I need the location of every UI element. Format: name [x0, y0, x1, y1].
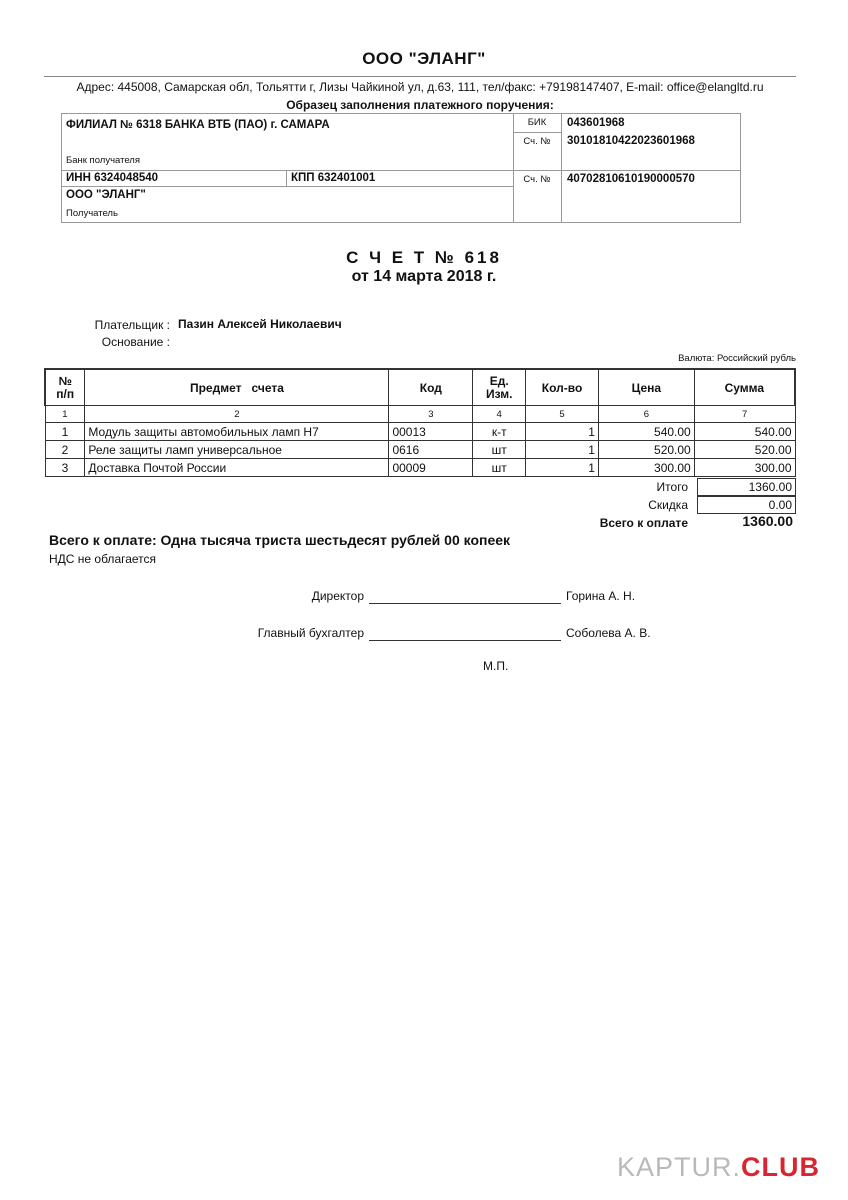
row-code: 0616: [389, 441, 473, 459]
header-cell: Сумма: [694, 369, 795, 406]
currency-note: Валюта: Российский рубль: [678, 353, 796, 364]
recipient-name: ООО "ЭЛАНГ": [66, 189, 146, 201]
accountant-signature-line: [369, 640, 561, 641]
account-value: 40702810610190000570: [567, 173, 695, 185]
row-unit: шт: [473, 459, 526, 477]
kpp: КПП 632401001: [291, 172, 376, 184]
bank-divider-h2: [62, 186, 513, 187]
director-name: Горина А. Н.: [566, 589, 636, 603]
index-cell: 3: [389, 406, 473, 423]
bank-divider-v3: [286, 170, 287, 186]
grand-total-value: 1360.00: [742, 513, 793, 529]
column-index-row: [45, 406, 795, 423]
corr-account-label: Сч. №: [523, 136, 551, 147]
index-cell: 6: [598, 406, 694, 423]
bank-details-block: [61, 113, 741, 223]
row-number: 3: [45, 459, 85, 477]
account-label: Сч. №: [523, 174, 551, 185]
bank-name: ФИЛИАЛ № 6318 БАНКА ВТБ (ПАО) г. САМАРА: [66, 119, 330, 131]
row-sum: 300.00: [694, 459, 795, 477]
accountant-name: Соболева А. В.: [566, 626, 651, 640]
bank-divider-v2: [561, 114, 562, 222]
bank-caption: Банк получателя: [66, 155, 140, 166]
index-cell: 5: [526, 406, 599, 423]
row-qty: 1: [526, 441, 599, 459]
index-cell: 4: [473, 406, 526, 423]
table-row: [45, 423, 795, 441]
row-code: 00009: [389, 459, 473, 477]
payer-name: Пазин Алексей Николаевич: [178, 317, 342, 331]
table-row: [45, 441, 795, 459]
row-sum: 520.00: [694, 441, 795, 459]
row-qty: 1: [526, 423, 599, 441]
director-signature-line: [369, 603, 561, 604]
site-watermark: [617, 1152, 820, 1183]
header-divider: [44, 76, 796, 77]
company-address: Адрес: 445008, Самарская обл, Тольятти г, Лизы Чайкиной ул, д.63, 111, тел/факс: +79198147407, E-mail: office@elangltd.ru: [76, 80, 764, 94]
row-item: Реле защиты ламп универсальное: [85, 441, 389, 459]
header-cell: Кол-во: [526, 369, 599, 406]
invoice-title: С Ч Е Т № 618: [346, 248, 502, 267]
index-cell: 7: [694, 406, 795, 423]
corr-account-value: 30101810422023601968: [567, 135, 695, 147]
discount-value: 0.00: [697, 496, 796, 514]
director-label: Директор: [311, 589, 364, 603]
row-price: 300.00: [598, 459, 694, 477]
bank-divider-v1: [513, 114, 514, 222]
row-unit: шт: [473, 441, 526, 459]
header-cell: Цена: [598, 369, 694, 406]
row-unit: к-т: [473, 423, 526, 441]
vat-note: НДС не облагается: [49, 552, 157, 566]
row-sum: 540.00: [694, 423, 795, 441]
bank-divider-h4: [513, 170, 740, 171]
row-price: 540.00: [598, 423, 694, 441]
sample-title: Образец заполнения платежного поручения:: [286, 98, 554, 112]
recipient-caption: Получатель: [66, 208, 118, 219]
row-item: Доставка Почтой России: [85, 459, 389, 477]
header-cell: Код: [389, 369, 473, 406]
row-code: 00013: [389, 423, 473, 441]
row-price: 520.00: [598, 441, 694, 459]
goods-table: [44, 368, 796, 477]
total-value: 1360.00: [697, 478, 796, 496]
accountant-label: Главный бухгалтер: [257, 626, 364, 640]
row-number: 1: [45, 423, 85, 441]
watermark-part2: CLUB: [741, 1152, 820, 1182]
bank-divider-h1: [62, 170, 513, 171]
index-cell: 2: [85, 406, 389, 423]
index-cell: 1: [45, 406, 85, 423]
table-header-row: [45, 369, 795, 406]
basis-label: Основание :: [101, 335, 170, 349]
bik-value: 043601968: [567, 117, 625, 129]
row-qty: 1: [526, 459, 599, 477]
payer-label: Плательщик :: [94, 318, 170, 332]
invoice-date: от 14 марта 2018 г.: [351, 268, 497, 285]
header-cell: Предмет счета: [85, 369, 389, 406]
table-row: [45, 459, 795, 477]
grand-total-label: Всего к оплате: [599, 516, 688, 530]
bank-divider-h3: [513, 132, 561, 133]
watermark-part1: KAPTUR.: [616, 1152, 741, 1182]
stamp-placeholder: М.П.: [483, 659, 509, 673]
row-number: 2: [45, 441, 85, 459]
discount-label: Скидка: [648, 498, 688, 512]
row-item: Модуль защиты автомобильных ламп H7: [85, 423, 389, 441]
bik-label: БИК: [527, 117, 547, 128]
amount-in-words: Всего к оплате: Одна тысяча триста шестьдесят рублей 00 копеек: [49, 532, 511, 548]
total-label: Итого: [656, 480, 688, 494]
company-name: ООО "ЭЛАНГ": [362, 49, 486, 68]
header-cell: № п/п: [45, 369, 85, 406]
inn: ИНН 6324048540: [66, 172, 159, 184]
header-cell: Ед. Изм.: [473, 369, 526, 406]
